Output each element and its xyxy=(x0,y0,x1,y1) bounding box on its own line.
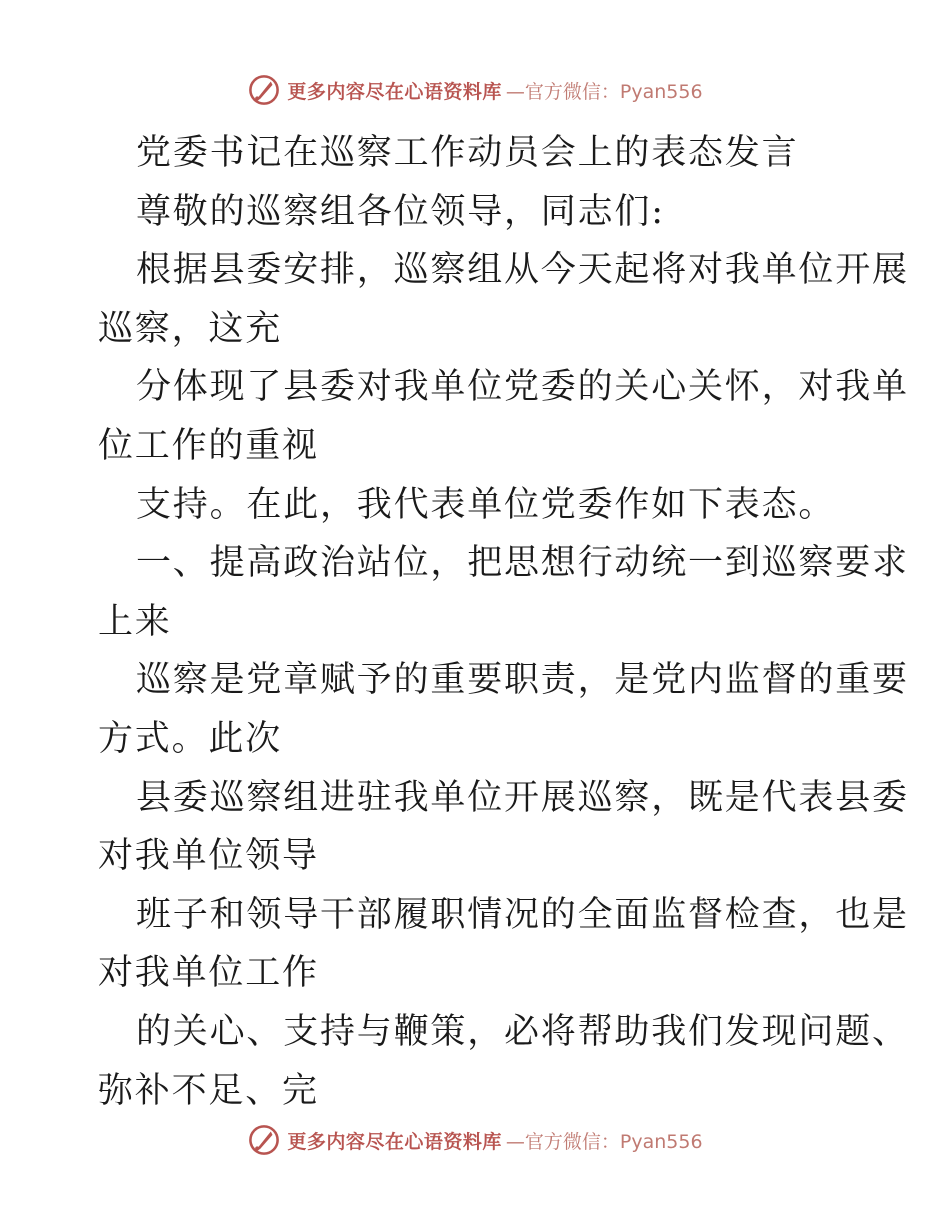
text-line: 位工作的重视 xyxy=(98,425,319,466)
banner-contact: —官方微信：Pyan556 xyxy=(505,1130,703,1153)
text-line: 对我单位领导 xyxy=(98,836,319,877)
banner-title: 更多内容尽在心语资料库 xyxy=(287,80,502,103)
text-line: 党委书记在巡察工作动员会上的表态发言 xyxy=(136,133,799,173)
text-line: 上来 xyxy=(98,601,172,642)
quill-logo-icon xyxy=(247,73,281,107)
document-body xyxy=(98,124,909,1120)
text-line: 巡察是党章赋予的重要职责，是党内监督的重要 xyxy=(136,660,909,701)
text-line: 班子和领导干部履职情况的全面监督检查，也是 xyxy=(136,894,909,935)
text-line: 一、提高政治站位，把思想行动统一到巡察要求 xyxy=(136,543,909,584)
header-banner xyxy=(0,68,950,112)
text-line: 弥补不足、完 xyxy=(98,1070,319,1111)
text-line: 支持。在此，我代表单位党委作如下表态。 xyxy=(136,484,836,525)
text-line: 分体现了县委对我单位党委的关心关怀，对我单 xyxy=(136,367,909,408)
text-line: 根据县委安排，巡察组从今天起将对我单位开展 xyxy=(136,250,909,291)
banner-title: 更多内容尽在心语资料库 xyxy=(287,1130,502,1153)
text-line: 尊敬的巡察组各位领导，同志们: xyxy=(136,191,665,232)
banner-contact: —官方微信：Pyan556 xyxy=(505,80,703,103)
quill-logo-icon xyxy=(247,1123,281,1157)
text-line: 方式。此次 xyxy=(98,718,283,759)
text-line: 县委巡察组进驻我单位开展巡察，既是代表县委 xyxy=(136,777,909,818)
text-line: 巡察，这充 xyxy=(98,308,283,349)
text-line: 对我单位工作 xyxy=(98,953,319,994)
footer-banner xyxy=(0,1118,950,1162)
text-line: 的关心、支持与鞭策，必将帮助我们发现问题、 xyxy=(136,1011,909,1052)
